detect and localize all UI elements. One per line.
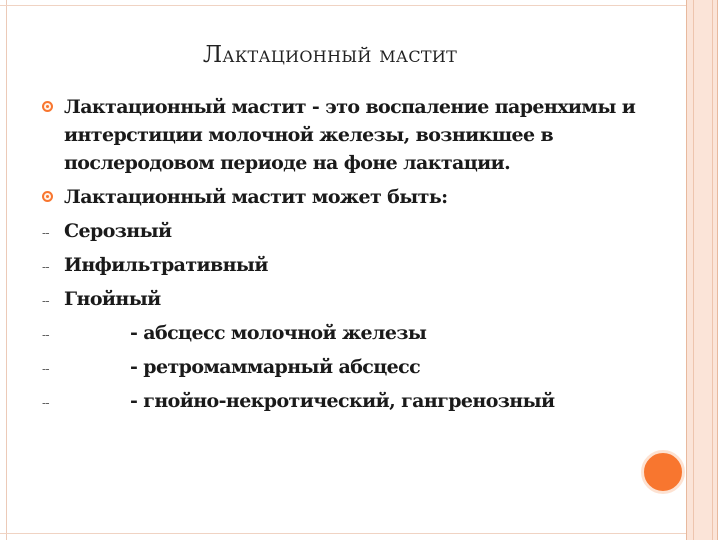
- list-item-text: Лактационный мастит - это воспаление паренхимы и интерстиции молочной железы, возникшее в послеродовом периоде на фоне лактации.: [64, 96, 636, 174]
- decorative-circle-icon: [641, 450, 685, 494]
- list-item-text: Лактационный мастит может быть:: [64, 186, 448, 208]
- dash-marker: --: [42, 226, 49, 240]
- list-item-text: Гнойный: [64, 288, 161, 310]
- bullet-circle-icon: [42, 191, 53, 202]
- list-item: [42, 251, 642, 285]
- list-item: [42, 319, 642, 353]
- list-item: [42, 387, 642, 421]
- list-item-text: - гнойно-некротический, гангренозный: [130, 390, 555, 412]
- list-item: [42, 183, 642, 211]
- list-item: [42, 353, 642, 387]
- dash-marker: --: [42, 328, 49, 342]
- slide-border-right: [686, 0, 718, 540]
- dash-marker: --: [42, 396, 49, 410]
- dash-marker: --: [42, 294, 49, 308]
- dash-marker: --: [42, 362, 49, 376]
- dash-marker: --: [42, 260, 49, 274]
- list-item-text: - ретромаммарный абсцесс: [130, 356, 421, 378]
- list-item-text: Серозный: [64, 220, 172, 242]
- slide-title: Лактационный мастит: [202, 42, 458, 68]
- slide-content: [42, 93, 642, 421]
- slide-border-left: [6, 0, 7, 540]
- list-item-text: Инфильтративный: [64, 254, 268, 276]
- slide-border-top: [0, 5, 686, 6]
- slide-border-bottom: [0, 533, 686, 534]
- list-item: [42, 285, 642, 319]
- bullet-circle-icon: [42, 101, 53, 112]
- list-item-text: - абсцесс молочной железы: [130, 322, 427, 344]
- list-item: [42, 217, 642, 251]
- list-item: [42, 93, 642, 177]
